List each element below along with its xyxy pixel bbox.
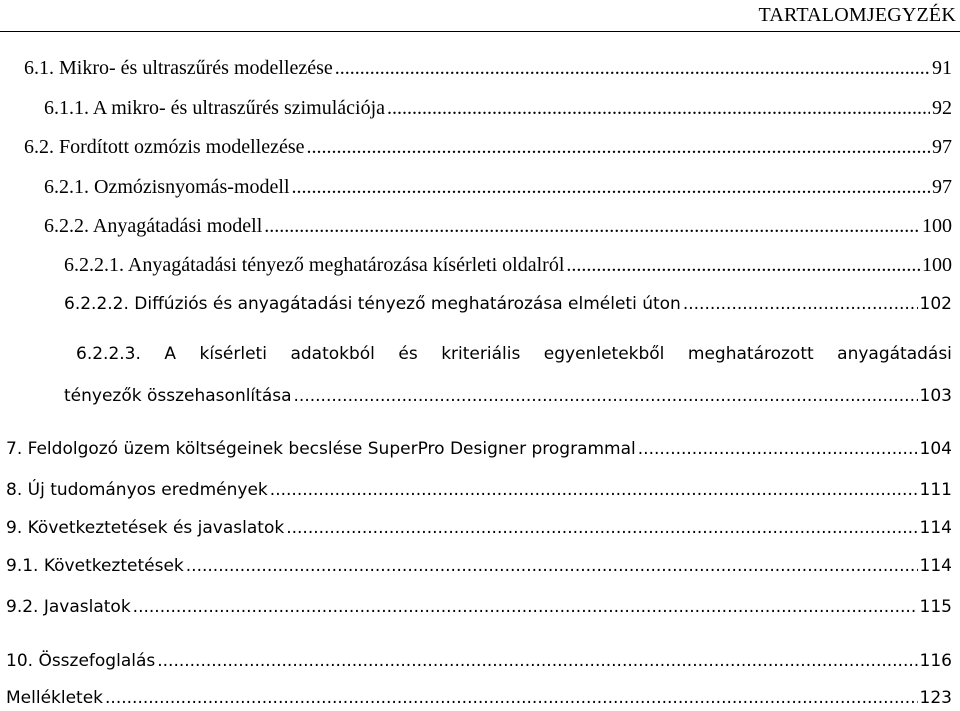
- toc-leader: [335, 55, 930, 81]
- toc-word: adatokból: [290, 344, 375, 364]
- toc-page-number: 115: [919, 597, 952, 617]
- toc-page-number: 97: [932, 176, 952, 198]
- toc-entry-title: 9. Következtetések és javaslatok: [6, 518, 285, 538]
- toc-entry[interactable]: [44, 213, 952, 239]
- toc-leader: [566, 252, 920, 278]
- toc-word: egyenletekből: [543, 344, 665, 364]
- toc-entry[interactable]: [6, 515, 952, 541]
- toc-entry-title: tényezők összehasonlítása: [64, 386, 292, 406]
- toc-entry-title: 9.2. Javaslatok: [6, 597, 131, 617]
- toc-entry[interactable]: [6, 648, 952, 674]
- toc-page-number: 111: [919, 480, 952, 500]
- toc-page-number: 91: [932, 57, 952, 79]
- page-header: TARTALOMJEGYZÉK: [758, 4, 956, 26]
- toc-entry[interactable]: [64, 383, 952, 409]
- toc-page-number: 92: [932, 97, 952, 119]
- toc-entry-title: 6.2. Fordított ozmózis modellezése: [24, 136, 305, 158]
- toc-leader: [292, 174, 930, 200]
- toc-entry[interactable]: [24, 134, 952, 160]
- toc-leader: [264, 213, 920, 239]
- toc-entry[interactable]: [6, 477, 952, 503]
- toc-leader: [157, 648, 917, 674]
- toc-leader: [186, 553, 918, 579]
- toc-page-number: 123: [919, 688, 952, 708]
- toc-entry[interactable]: [6, 685, 952, 711]
- toc-entry-title: 10. Összefoglalás: [6, 651, 156, 671]
- toc-page-number: 114: [919, 556, 952, 576]
- toc-word: A: [164, 344, 177, 364]
- toc-entry[interactable]: [6, 436, 952, 462]
- toc-page-number: 103: [919, 386, 952, 406]
- toc-leader: [307, 134, 931, 160]
- toc-word: 6.2.2.3.: [76, 344, 141, 364]
- toc-page-number: 104: [919, 439, 952, 459]
- toc-entry-title: 6.2.2. Anyagátadási modell: [44, 215, 263, 237]
- toc-entry-title: 6.1. Mikro- és ultraszűrés modellezése: [24, 57, 333, 79]
- toc-entry-title: 7. Feldolgozó üzem költségeinek becslése SuperPro Designer programmal: [6, 439, 636, 459]
- toc-leader: [286, 515, 917, 541]
- toc-word: meghatározott: [687, 344, 814, 364]
- toc-leader: [683, 291, 918, 317]
- toc-entry-title: 6.1.1. A mikro- és ultraszűrés szimulációja: [44, 97, 386, 119]
- toc-entry-title: 8. Új tudományos eredmények: [6, 480, 268, 500]
- toc-leader: [133, 594, 918, 620]
- toc-page-number: 100: [922, 215, 952, 237]
- toc-leader: [270, 477, 918, 503]
- toc-entry-title: 6.2.2.2. Diffúziós és anyagátadási tényező meghatározása elméleti úton: [64, 294, 681, 314]
- toc-page-number: 97: [932, 136, 952, 158]
- toc-leader: [105, 685, 918, 711]
- toc-leader: [638, 436, 918, 462]
- toc-entry[interactable]: [44, 95, 952, 121]
- toc-leader: [387, 95, 930, 121]
- toc-entry-wrapped-line[interactable]: [76, 340, 952, 368]
- toc-entry[interactable]: [64, 252, 952, 278]
- toc-entry[interactable]: [6, 553, 952, 579]
- toc-word: kísérleti: [199, 344, 267, 364]
- toc-leader: [294, 383, 918, 409]
- toc-page-number: 100: [922, 254, 952, 276]
- toc-entry[interactable]: [6, 594, 952, 620]
- toc-word: kriteriális: [441, 344, 521, 364]
- toc-entry-title: 9.1. Következtetések: [6, 556, 184, 576]
- header-rule: [0, 31, 960, 32]
- toc-page-number: 116: [919, 651, 952, 671]
- toc-word: anyagátadási: [837, 344, 952, 364]
- toc-page-number: 114: [919, 518, 952, 538]
- toc-entry[interactable]: [64, 291, 952, 317]
- toc-page-number: 102: [919, 294, 952, 314]
- toc-entry-title: 6.2.2.1. Anyagátadási tényező meghatározása kísérleti oldalról: [64, 254, 565, 276]
- toc-entry-title: 6.2.1. Ozmózisnyomás-modell: [44, 176, 290, 198]
- toc-word: és: [398, 344, 418, 364]
- toc-entry[interactable]: [24, 55, 952, 81]
- toc-entry[interactable]: [44, 174, 952, 200]
- toc-entry-title: Mellékletek: [6, 688, 104, 708]
